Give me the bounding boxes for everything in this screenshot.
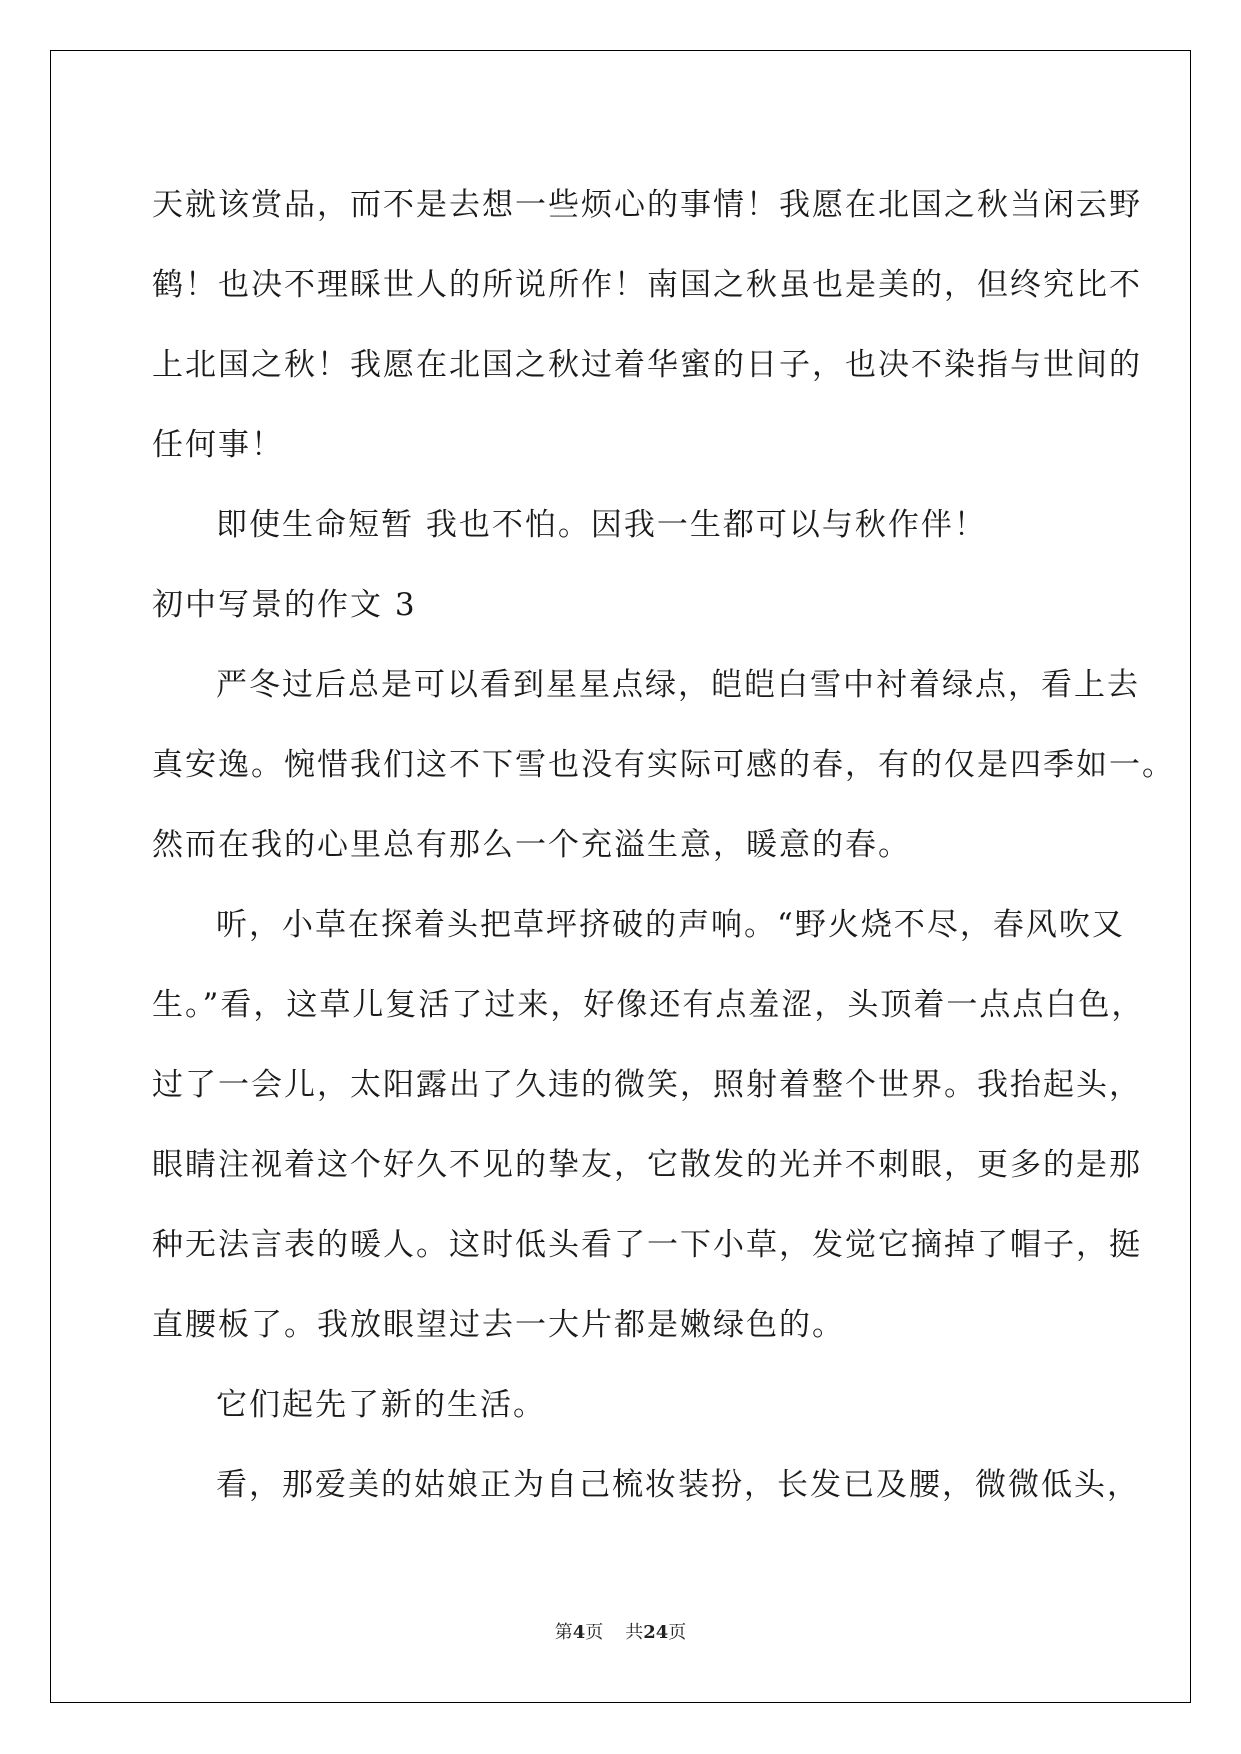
text-line: 即使生命短暂 我也不怕。因我一生都可以与秋作伴！ [216,507,987,543]
total-pages: 24 [643,1622,669,1643]
page-number: 4 [572,1622,586,1643]
text-line: 直腰板了。我放眼望过去一大片都是嫩绿色的。 [152,1307,845,1343]
text-line: 生。”看，这草儿复活了过来，好像还有点羞涩，头顶着一点点白色， [152,987,1145,1023]
text-line: 鹤！也决不理睬世人的所说所作！南国之秋虽也是美的，但终究比不 [152,267,1142,303]
page-suffix: 页 [585,1622,604,1643]
total-suffix: 页 [668,1622,687,1643]
section-heading: 初中写景的作文 3 [152,587,417,623]
text-line: 然而在我的心里总有那么一个充溢生意，暖意的春。 [152,827,911,863]
text-line: 眼睛注视着这个好久不见的挚友，它散发的光并不刺眼，更多的是那 [152,1147,1142,1183]
text-line: 严冬过后总是可以看到星星点绿，皑皑白雪中衬着绿点，看上去 [216,667,1140,703]
text-line: 听，小草在探着头把草坪挤破的声响。“野火烧不尽，春风吹又 [216,907,1125,943]
total-prefix: 共 [625,1622,644,1643]
text-line: 看，那爱美的姑娘正为自己梳妆装扮，长发已及腰，微微低头， [216,1467,1140,1503]
text-line: 上北国之秋！我愿在北国之秋过着华蜜的日子，也决不染指与世间的 [152,347,1142,383]
page-footer [0,1618,1241,1644]
text-line: 任何事！ [152,427,284,463]
document-body [152,165,1175,1525]
text-line: 它们起先了新的生活。 [216,1387,546,1423]
text-line: 种无法言表的暖人。这时低头看了一下小草，发觉它摘掉了帽子，挺 [152,1227,1142,1263]
text-line: 真安逸。惋惜我们这不下雪也没有实际可感的春，有的仅是四季如一。 [152,747,1175,783]
page-prefix: 第 [554,1622,573,1643]
text-line: 天就该赏品，而不是去想一些烦心的事情！我愿在北国之秋当闲云野 [152,187,1142,223]
text-line: 过了一会儿，太阳露出了久违的微笑，照射着整个世界。我抬起头， [152,1067,1142,1103]
